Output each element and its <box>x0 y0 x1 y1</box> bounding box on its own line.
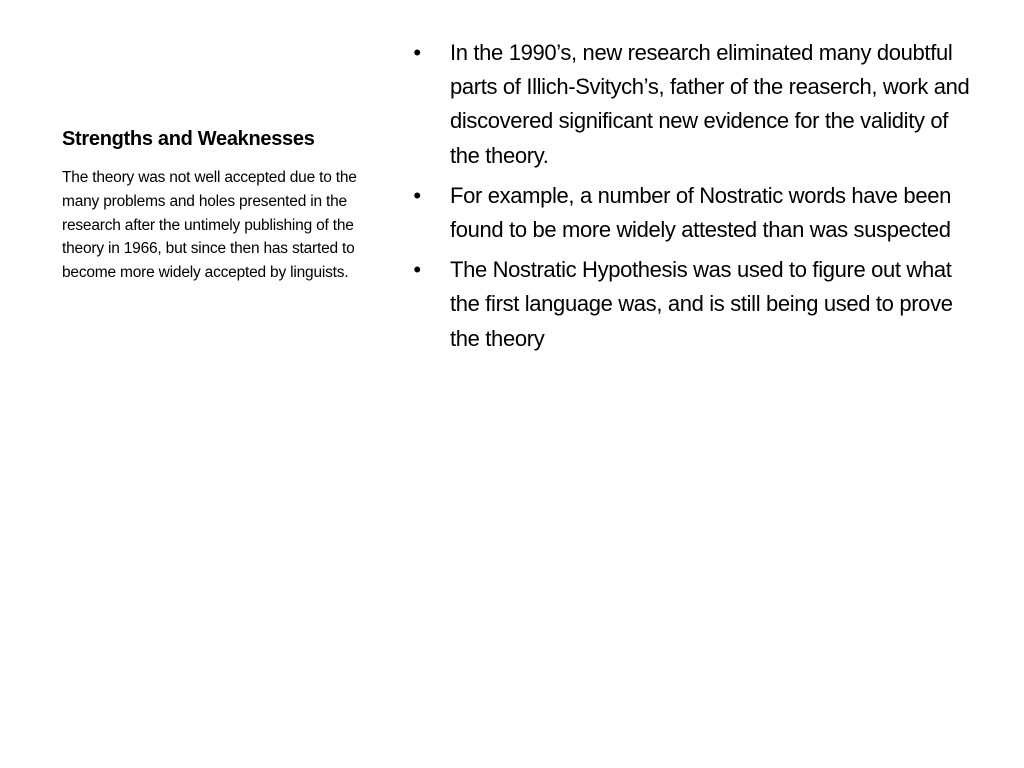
bullet-dot-icon: • <box>413 40 421 65</box>
bullet-dot-icon: • <box>413 257 421 283</box>
bullet-text: For example, a number of Nostratic words have been found to be more widely attested than was suspected <box>450 182 951 243</box>
bullet-list <box>406 36 972 356</box>
bullet-text: In the 1990’s, new research eliminated many doubtful parts of Illich-Svitych’s, father of the reaserch, work and discovered significant new evidence for the validity of the theory. <box>450 40 970 168</box>
left-text-panel <box>62 124 382 285</box>
bullet-dot-icon: • <box>413 182 421 208</box>
bullet-item-1 <box>406 36 972 173</box>
slide-title: Strengths and Weaknesses <box>62 128 315 150</box>
content-panel <box>406 36 972 362</box>
side-paragraph: The theory was not well accepted due to the many problems and holes presented in the research after the untimely publishing of the theory in 1966, but since then has started to become more widely accepted by linguists. <box>62 169 357 282</box>
bullet-item-2 <box>406 179 972 247</box>
bullet-text: The Nostratic Hypothesis was used to figure out what the first language was, and is still being used to prove the theory <box>450 257 953 351</box>
bullet-item-3 <box>406 253 972 356</box>
